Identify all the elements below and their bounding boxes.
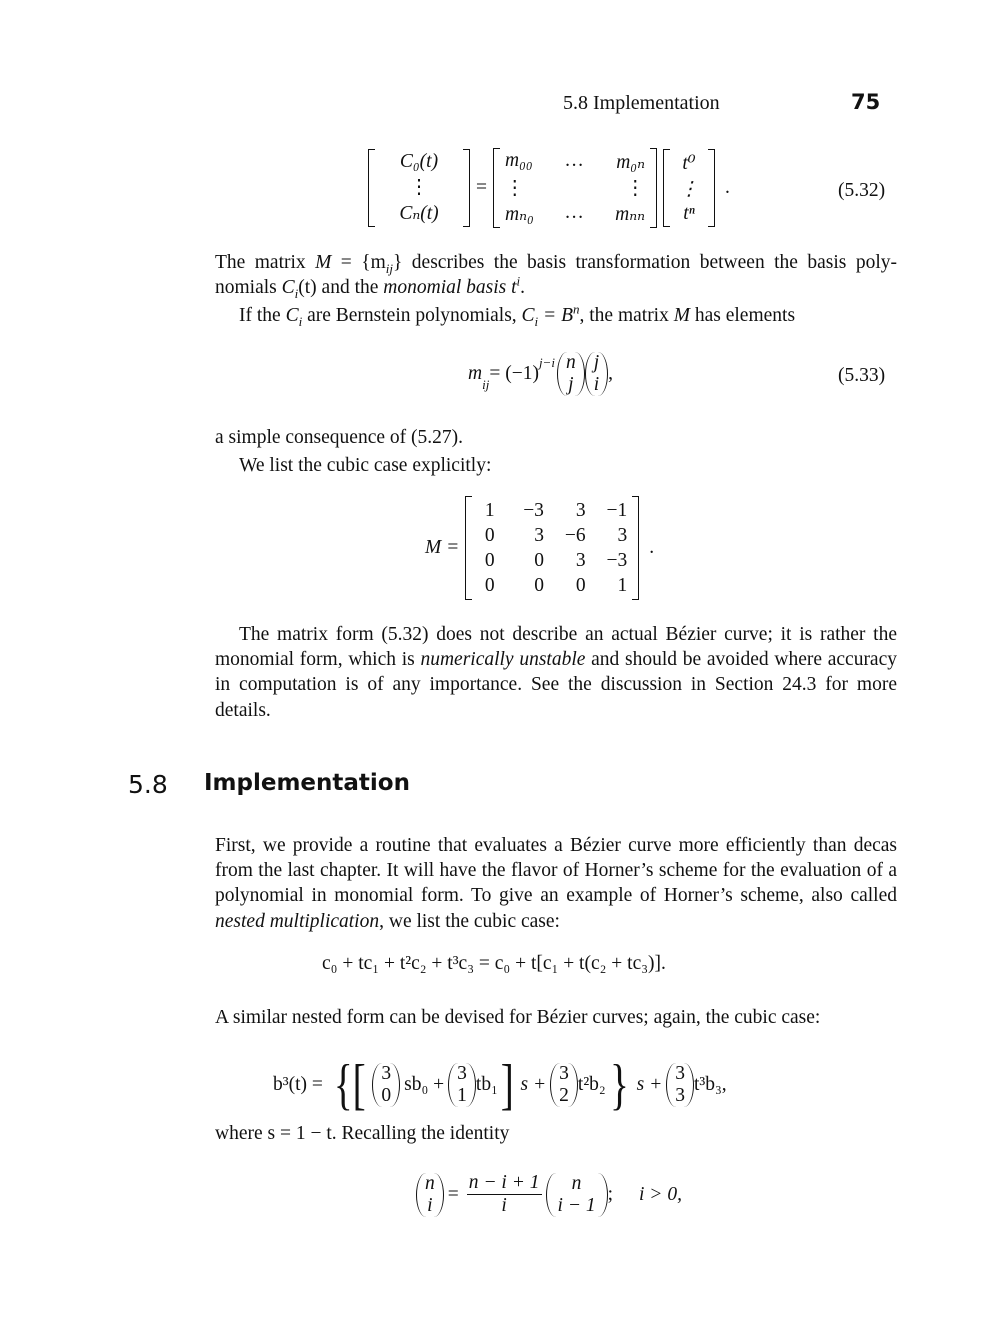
cell: Cₙ(t) bbox=[399, 203, 439, 224]
cell: mₙₙ bbox=[615, 204, 645, 225]
cell: ⋮ bbox=[409, 177, 429, 198]
cell: ⋮ bbox=[679, 179, 699, 200]
matrix-m: M = 1 −3 3 −1 0 3 −6 3 0 0 3 −3 0 0 0 1 . bbox=[425, 496, 654, 600]
equation-5-32 bbox=[368, 148, 730, 228]
cell: tⁿ bbox=[683, 203, 695, 224]
period: . bbox=[725, 177, 730, 198]
equation-number: (5.32) bbox=[838, 180, 886, 201]
paragraph-horner: First, we provide a routine that evaluates a Bézier curve more efficiently than decas from the last chapter. It will have the flavor of Horner’s scheme for the evaluation of a polynomial in monomial form. To give an example of Horner’s scheme, also called nested multiplication, we list the cubic case: bbox=[215, 835, 897, 932]
cell: mₙ₀ bbox=[505, 204, 534, 225]
running-header: 5.8 Implementation bbox=[563, 92, 720, 114]
equals: = bbox=[476, 177, 487, 198]
section-number: 5.8 bbox=[128, 770, 168, 799]
equation-5-33: m $_{ij}$ = (−1) $^{j-i}$ n j j i , bbox=[468, 352, 613, 395]
cell: ⋮ bbox=[625, 178, 645, 199]
paragraph-nested: A similar nested form can be devised for Bézier curves; again, the cubic case: bbox=[215, 1007, 821, 1028]
paragraph-identity: where s = 1 − t. Recalling the identity bbox=[215, 1123, 510, 1144]
equation-horner: c₀ + tc₁ + t²c₂ + t³c₃ = c₀ + t[c₁ + t(c₂ + tc₃)]. bbox=[322, 953, 666, 974]
cell: m₀₀ bbox=[505, 150, 533, 171]
equation-identity: n i = $\frac{n - i + 1}{i}$ n i − 1 ; i > 0, bbox=[416, 1172, 682, 1217]
page-number: 75 bbox=[851, 90, 881, 114]
equation-bezier-nested: b³(t) = {[ 3 0 sb₀ + 3 1 tb₁ ] s + 3 2 t²b₂ } s + 3 3 t³b₃, bbox=[273, 1054, 727, 1116]
paragraph-consequence: a simple consequence of (5.27). We list the cubic case explicitly: bbox=[215, 427, 492, 477]
cell: m₀ₙ bbox=[616, 152, 645, 173]
cell: … bbox=[565, 202, 584, 223]
paragraph-basis: The matrix $M = \{m_{ij}\}$ describes the basis transformation between the basis poly-nomials $C_i(t)$ and the monomial basis $t^i$. If the $C_i$ are Bernstein polynomials, $C_i = B^n$, the matrix M has elements bbox=[215, 252, 897, 330]
cell: ⋮ bbox=[505, 178, 525, 199]
cell: C₀(t) bbox=[399, 151, 439, 172]
cell: … bbox=[565, 150, 584, 171]
exponent: j−i bbox=[538, 355, 555, 370]
paragraph-matrix-form: The matrix form (5.32) does not describe an actual Bézier curve; it is rather the monomial form, which is numerically unstable and should be avoided where accuracy in computation is of any importance. See the discussion in Section 24.3 for more details. bbox=[215, 624, 897, 721]
equation-number: (5.33) bbox=[838, 365, 886, 386]
cell: t⁰ bbox=[682, 153, 696, 174]
section-title: Implementation bbox=[204, 770, 410, 796]
